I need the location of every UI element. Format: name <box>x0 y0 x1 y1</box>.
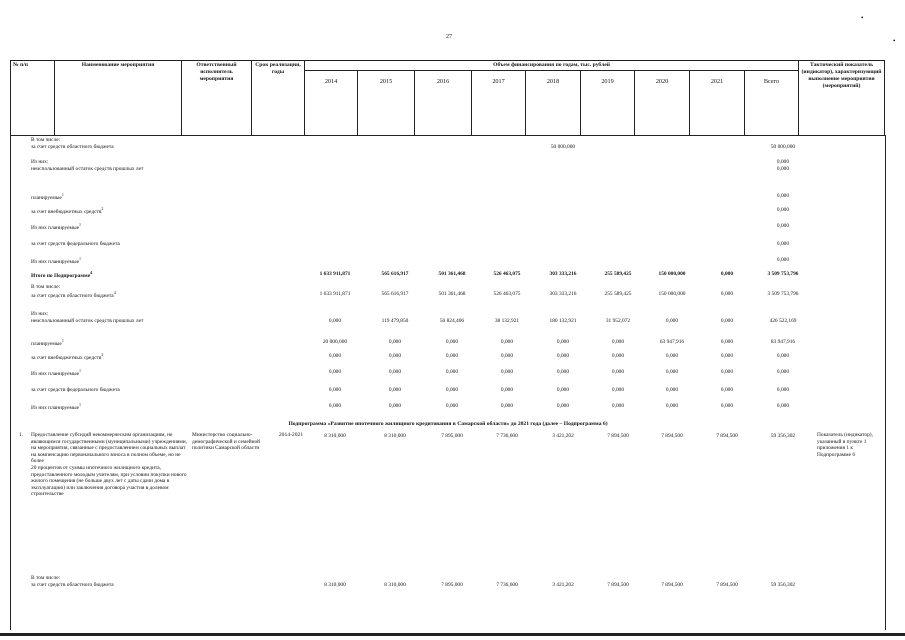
row-label <box>31 257 201 265</box>
cell-value: 180 132,921 <box>549 318 577 324</box>
cell-value: 0,000 <box>611 387 625 393</box>
header-term: Срок реализации, годы <box>252 61 305 136</box>
row-label <box>31 159 201 172</box>
row-label <box>31 339 201 347</box>
cell-value: 0,000 <box>611 403 625 409</box>
cell-value: 501 361,468 <box>438 271 466 277</box>
cell-value: 0,000 <box>665 318 679 324</box>
cell-value: 0,000 <box>328 353 342 359</box>
cell-value: 3 509 753,796 <box>767 291 799 297</box>
cell-value: 0,000 <box>556 353 570 359</box>
cell-value: 0,000 <box>500 353 514 359</box>
cell-value: 0,000 <box>720 291 734 297</box>
table-header <box>10 60 885 136</box>
cell-value: 0,000 <box>776 241 790 247</box>
cell-value: 38 132,921 <box>494 318 520 324</box>
cell-value: 0,000 <box>720 271 734 277</box>
cell-value: 0,000 <box>500 369 514 375</box>
cell-value: 0,000 <box>611 369 625 375</box>
header-funding: Объем финансирования по годам, тыс. рублей <box>305 61 799 71</box>
cell-value: 119 479,850 <box>381 318 409 324</box>
cell-value: 0,000 <box>445 369 459 375</box>
cell-value: 0,000 <box>665 403 679 409</box>
header-year: 2016 <box>415 70 472 135</box>
row-label-text: В том числе: за счет средств областного бюджета <box>31 137 114 150</box>
header-year: 2021 <box>690 70 745 135</box>
cell-value: 0,000 <box>776 369 790 375</box>
cell-value: 0,000 <box>611 339 625 345</box>
cell-value: 0,000 <box>665 387 679 393</box>
corner-mark: • <box>893 37 896 45</box>
footnote-mark: 2 <box>101 352 104 357</box>
header-indicator: Тактический показатель (индикатор), характеризующий выполнение мероприятия (мероприятий) <box>799 61 885 136</box>
footnote-mark: 1 <box>61 338 64 343</box>
cell-value: 565 616,917 <box>381 291 409 297</box>
cell-value: 0,000 <box>611 353 625 359</box>
row-label <box>31 137 201 150</box>
item-label: Предоставление субсидий некоммерческим организациям, не являющимся государственными (муниципальными) учреждениями, на мероприятия, связанные с предоставлением социальных выплат на компенсацию первоначального взноса в полном объеме, но не более 20 процентов от суммы ипотечного жилищного кредита, предоставленного молодым учителям, при условии покупки нового жилого помещения (не больше двух лет с даты сдачи дома в эксплуатацию) или заключения договора участия в долевом строительстве <box>31 432 188 498</box>
cell-value: 0,000 <box>776 387 790 393</box>
cell-value: 7 736,600 <box>496 433 518 439</box>
cell-value: 1 633 911,871 <box>319 271 351 277</box>
row-label <box>31 311 201 324</box>
cell-value: 0,000 <box>776 207 790 213</box>
cell-value: 0,000 <box>556 387 570 393</box>
cell-value: 0,000 <box>328 318 342 324</box>
cell-value: 0,000 <box>388 353 402 359</box>
cell-value: 3 421,202 <box>552 582 574 588</box>
header-num: № п/п <box>11 61 55 136</box>
cell-value: 0,000 <box>388 339 402 345</box>
cell-value: 0,000 <box>328 387 342 393</box>
row-label-text: В том числе: за счет средств областного бюджета <box>31 284 114 299</box>
cell-value: 0,000 <box>445 387 459 393</box>
footnote-mark: 4 <box>90 270 93 275</box>
item-executor: Министерство социально-демографической и семейной политики Самарской области <box>192 432 261 452</box>
cell-value: 0,000 <box>445 339 459 345</box>
cell-value: 0,000 <box>720 369 734 375</box>
row-label-text: Из них планируемые <box>31 370 79 377</box>
corner-mark: • <box>861 14 864 22</box>
cell-value: 0,000 0,000 <box>776 159 790 172</box>
cell-value: 0,000 <box>776 223 790 229</box>
row-label-text: Из них планируемые <box>31 224 79 231</box>
cell-value: 3 509 753,796 <box>767 271 799 277</box>
cell-value: 8 310,000 <box>384 433 406 439</box>
cell-value: 0,000 <box>445 353 459 359</box>
row-label-text: за счет средств федерального бюджета <box>31 387 120 393</box>
row-label <box>31 387 201 394</box>
cell-value: 7 895,000 <box>441 433 463 439</box>
row-label-text: Из них: неиспользованный остаток средств прошлых лет <box>31 159 144 172</box>
row-label-text: за счет внебюджетных средств <box>31 354 102 361</box>
cell-value: 8 310,000 <box>324 582 346 588</box>
cell-value: 0,000 <box>556 339 570 345</box>
cell-value: 56 824,406 <box>439 318 465 324</box>
row-label-text: Из них планируемые <box>31 258 79 265</box>
cell-value: 255 589,425 <box>604 291 632 297</box>
cell-value: 150 000,000 <box>658 291 686 297</box>
cell-value: 0,000 <box>388 387 402 393</box>
cell-value: 0,000 <box>720 339 734 345</box>
cell-value: 0,000 <box>720 353 734 359</box>
cell-value: 7 894,500 <box>607 433 629 439</box>
cell-value: 526 463,075 <box>493 271 521 277</box>
row-label-text: планируемые <box>31 340 62 347</box>
cell-value: 50 000,000 <box>770 144 796 150</box>
cell-value: 7 894,500 <box>716 433 738 439</box>
cell-value: 50 000,000 <box>550 144 576 150</box>
header-year: 2019 <box>581 70 635 135</box>
header-year: 2014 <box>305 70 358 135</box>
cell-value: 8 310,000 <box>384 582 406 588</box>
cell-value: 0,000 <box>665 353 679 359</box>
row-label-text: за счет внебюджетных средств <box>31 208 102 215</box>
cell-value: 0,000 <box>328 369 342 375</box>
table-body <box>10 135 886 630</box>
cell-value: 426 522,169 <box>769 318 797 324</box>
cell-value: 0,000 <box>776 403 790 409</box>
cell-value: 31 952,072 <box>605 318 631 324</box>
cell-value: 20 000,000 <box>322 339 348 345</box>
cell-value: 83 947,916 <box>770 339 796 345</box>
footnote-mark: 1 <box>79 222 81 227</box>
cell-value: 7 894,500 <box>607 582 629 588</box>
cell-value: 0,000 <box>500 387 514 393</box>
cell-value: 7 736,600 <box>496 582 518 588</box>
cell-value: 150 000,000 <box>658 271 686 277</box>
bottom-border <box>0 633 905 636</box>
header-year: 2020 <box>635 70 690 135</box>
row-label <box>31 193 201 201</box>
row-label <box>31 369 201 377</box>
cell-value: 0,000 <box>500 339 514 345</box>
footnote-mark: 4 <box>113 289 116 295</box>
page-number: 27 <box>446 34 452 40</box>
footnote-mark: 1 <box>61 192 64 197</box>
cell-value: 0,000 <box>445 403 459 409</box>
header-year: 2015 <box>358 70 415 135</box>
header-name: Наименование мероприятия <box>55 61 182 136</box>
row-label <box>31 207 201 215</box>
cell-value: 8 310,000 <box>324 433 346 439</box>
footnote-mark: 2 <box>101 206 104 211</box>
cell-value: 0,000 <box>328 403 342 409</box>
cell-value: 7 895,000 <box>441 582 463 588</box>
cell-value: 0,000 <box>388 403 402 409</box>
cell-value: 7 894,500 <box>716 582 738 588</box>
footnote-mark: 1 <box>79 368 81 373</box>
header-year: Всего <box>745 70 799 135</box>
row-label-text: за счет средств федерального бюджета <box>31 241 120 247</box>
row-label: В том числе: за счет средств областного бюджета <box>31 575 114 588</box>
header-year: 2018 <box>526 70 581 135</box>
row-label <box>31 353 201 361</box>
footnote-mark: 1 <box>79 256 81 261</box>
cell-value: 0,000 <box>776 257 790 263</box>
cell-value: 59 356,302 <box>770 433 796 439</box>
cell-value: 0,000 <box>556 403 570 409</box>
item-term: 2014-2021 <box>278 432 304 438</box>
cell-value: 3 421,202 <box>552 433 574 439</box>
row-label <box>31 284 201 299</box>
cell-value: 7 894,500 <box>661 582 683 588</box>
cell-value: 0,000 <box>665 369 679 375</box>
cell-value: 63 947,916 <box>659 339 685 345</box>
cell-value: 0,000 <box>388 369 402 375</box>
row-label <box>31 271 201 279</box>
cell-value: 0,000 <box>776 353 790 359</box>
cell-value: 7 894,500 <box>661 433 683 439</box>
section-title: Подпрограмма «Развитие ипотечного жилищного кредитования в Самарской области» до 2021 года (далее – Подпрограмма 6) <box>288 421 608 427</box>
row-label-text: Итого по Подпрограмме <box>31 272 91 279</box>
cell-value: 303 333,216 <box>549 291 577 297</box>
cell-value: 0,000 <box>500 403 514 409</box>
cell-value: 1 633 911,871 <box>319 291 351 297</box>
row-label-text: планируемые <box>31 194 62 201</box>
header-executor: Ответственный исполнитель мероприятия <box>182 61 252 136</box>
cell-value: 255 589,425 <box>604 271 632 277</box>
cell-value: 59 356,302 <box>770 582 796 588</box>
item-indicator: Показатель (индикатор), указанный в пункте 1 приложения 1 к Подпрограмме 6 <box>817 432 873 458</box>
cell-value: 0,000 <box>720 318 734 324</box>
row-label-text: Из них планируемые <box>31 404 79 411</box>
cell-value: 0,000 <box>556 369 570 375</box>
row-label-text: Из них: неиспользованный остаток средств прошлых лет <box>31 311 144 324</box>
row-label <box>31 241 201 248</box>
cell-value: 0,000 <box>720 403 734 409</box>
item-number: 1. <box>18 432 23 438</box>
footnote-mark: 1 <box>79 402 81 407</box>
cell-value: 0,000 <box>776 193 790 199</box>
header-year: 2017 <box>472 70 526 135</box>
row-label <box>31 403 201 411</box>
cell-value: 526 463,075 <box>493 291 521 297</box>
cell-value: 565 616,917 <box>381 271 409 277</box>
cell-value: 0,000 <box>720 387 734 393</box>
cell-value: 501 361,468 <box>438 291 466 297</box>
cell-value: 303 333,216 <box>549 271 577 277</box>
row-label <box>31 223 201 231</box>
